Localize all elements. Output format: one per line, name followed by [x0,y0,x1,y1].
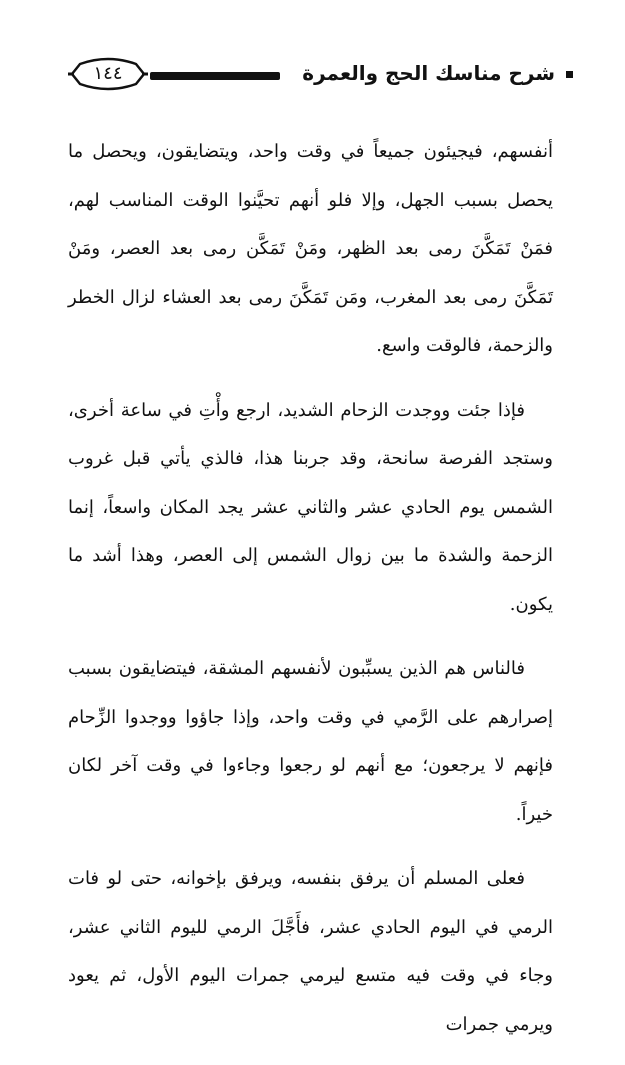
paragraph-2: فإذا جئت ووجدت الزحام الشديد، ارجع وأْتِ في ساعة أخرى، وستجد الفرصة سانحة، وقد جربنا هذا، فالذي يأتي قبل غروب الشمس يوم الحادي عشر والثاني عشر يجد المكان واسعاً، إنما الزحمة والشدة ما بين زوال الشمس إلى العصر، وهذا أشد ما يكون. [68,399,553,615]
page-number-badge [68,56,148,92]
body-text [68,128,553,1065]
page-number: ١٤٤ [93,63,123,84]
paragraph-1: أنفسهم، فيجيئون جميعاً في وقت واحد، ويتضايقون، ويحصل ما يحصل بسبب الجهل، وإلا فلو أنهم تحيَّنوا الوقت المناسب لهم، فمَنْ تَمَكَّنَ رمى بعد الظهر، ومَنْ تَمَكَّن رمى بعد العصر، ومَنْ تَمَكَّنَ رمى بعد المغرب، ومَن تَمَكَّنَ رمى بعد العشاء لزال الخطر والزحمة، فالوقت واسع. [68,141,553,356]
paragraph-3: فالناس هم الذين يسبِّبون لأنفسهم المشقة، فيتضايقون بسبب إصرارهم على الرَّمي في وقت واحد، وإذا جاؤوا ووجدوا الزِّحام فإنهم لا يرجعون؛ مع أنهم لو رجعوا وجاءوا في وقت آخر لكان خيراً. [68,658,553,825]
header-rule [150,72,280,80]
running-head-title: شرح مناسك الحج والعمرة [302,61,555,85]
paragraph-4: فعلى المسلم أن يرفق بنفسه، ويرفق بإخوانه، حتى لو فات الرمي في اليوم الحادي عشر، فأَجَّلَ الرمي لليوم الثاني عشر، وجاء في وقت فيه متسع ليرمي جمرات اليوم الأول، ثم يعود ويرمي جمرات [68,868,553,1035]
page-header [0,50,625,100]
header-bullet [566,71,573,78]
